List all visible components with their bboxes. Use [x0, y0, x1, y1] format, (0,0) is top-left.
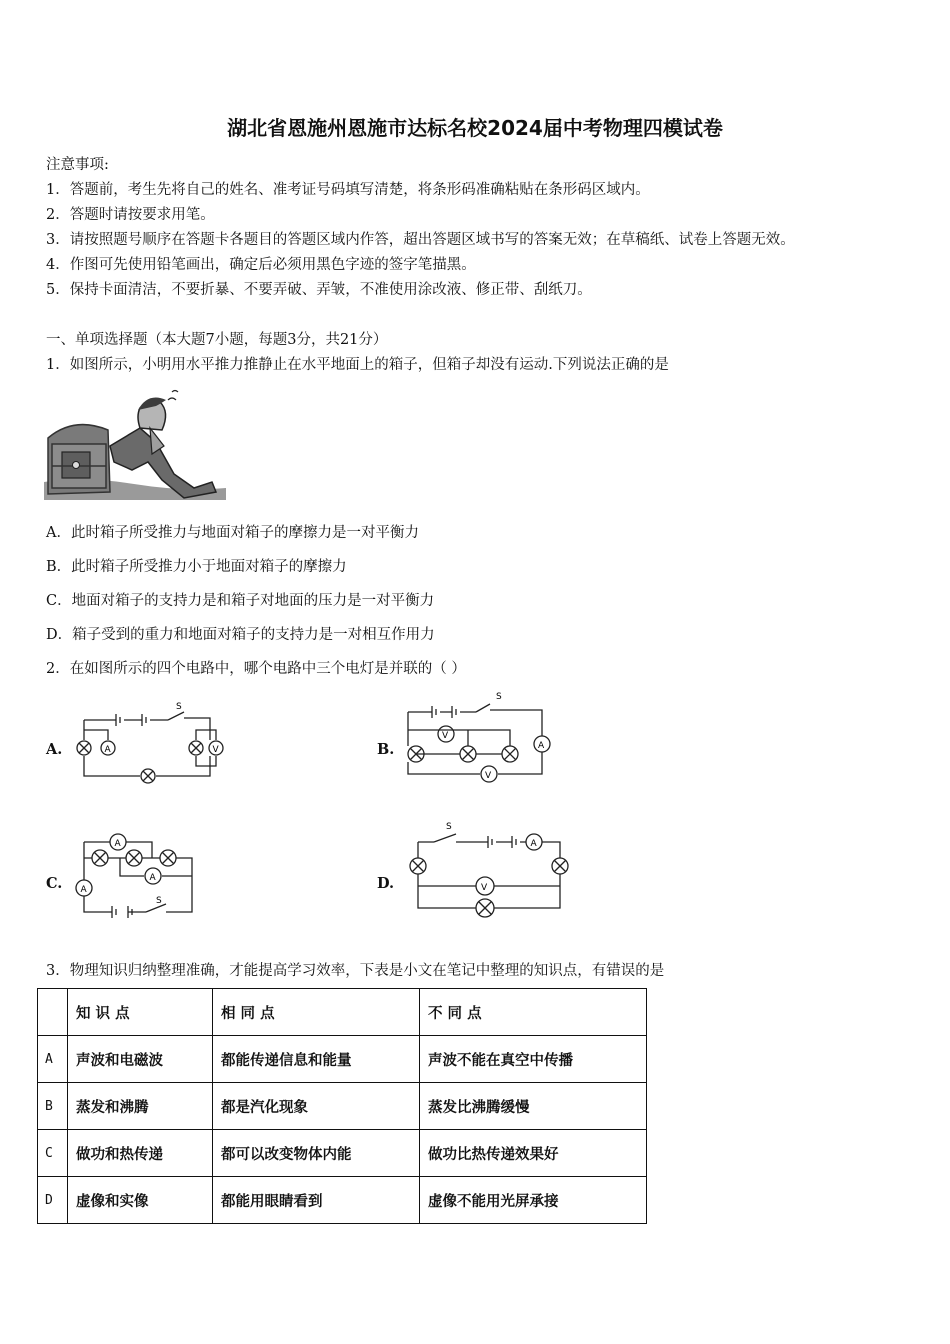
table-cell: 都能传递信息和能量: [213, 1036, 420, 1083]
table-row: [38, 1083, 647, 1130]
voltmeter-label: V: [481, 883, 488, 893]
table-header-cell: [38, 989, 68, 1036]
notice-heading: 注意事项:: [46, 157, 109, 173]
table-cell: 都能用眼睛看到: [213, 1177, 420, 1224]
section-heading: 一、单项选择题（本大题7小题，每题3分，共21分）: [46, 332, 388, 348]
ammeter-label: A: [80, 885, 87, 895]
table-cell: 虚像和实像: [68, 1177, 213, 1224]
q1-option-d: D．箱子受到的重力和地面对箱子的支持力是一对相互作用力: [46, 627, 435, 643]
table-cell: C: [38, 1130, 68, 1177]
ammeter-label: A: [149, 873, 156, 883]
table-row: [38, 1036, 647, 1083]
table-cell: 虚像不能用光屏承接: [420, 1177, 647, 1224]
circuit-b-diagram: [402, 688, 562, 786]
table-cell: B: [38, 1083, 68, 1130]
circuit-a-label: A.: [46, 741, 63, 758]
ammeter-label: A: [530, 839, 537, 849]
notice-item-4: 4．作图可先使用铅笔画出，确定后必须用黑色字迹的签字笔描黑。: [46, 257, 476, 273]
table-cell: 蒸发和沸腾: [68, 1083, 213, 1130]
voltmeter-label: V: [212, 745, 219, 755]
table-cell: 蒸发比沸腾缓慢: [420, 1083, 647, 1130]
circuit-d-label: D.: [377, 875, 395, 892]
voltmeter-label: V: [485, 771, 492, 781]
ammeter-label: A: [114, 839, 121, 849]
notice-item-5: 5．保持卡面清洁，不要折暴、不要弄破、弄皱，不准使用涂改液、修正带、刮纸刀。: [46, 282, 592, 298]
table-header-cell: 相 同 点: [213, 989, 420, 1036]
table-row: [38, 1130, 647, 1177]
circuit-c-diagram: [72, 828, 202, 918]
switch-label: S: [446, 822, 452, 832]
q1-option-a: A．此时箱子所受推力与地面对箱子的摩擦力是一对平衡力: [46, 525, 419, 541]
table-header-cell: 不 同 点: [420, 989, 647, 1036]
table-cell: A: [38, 1036, 68, 1083]
question-1-stem: 1．如图所示，小明用水平推力推静止在水平地面上的箱子，但箱子却没有运动.下列说法正确的是: [46, 357, 669, 373]
table-cell: 都是汽化现象: [213, 1083, 420, 1130]
table-cell: 声波不能在真空中传播: [420, 1036, 647, 1083]
table-cell: 做功比热传递效果好: [420, 1130, 647, 1177]
switch-label: S: [156, 896, 162, 906]
circuit-d-diagram: [402, 816, 578, 920]
question-2-stem: 2．在如图所示的四个电路中，哪个电路中三个电灯是并联的（ ）: [46, 661, 466, 677]
notice-item-2: 2．答题时请按要求用笔。: [46, 207, 215, 223]
switch-label: S: [176, 702, 182, 712]
q1-option-c: C．地面对箱子的支持力是和箱子对地面的压力是一对平衡力: [46, 593, 435, 609]
switch-label: S: [496, 692, 502, 702]
table-cell: 都可以改变物体内能: [213, 1130, 420, 1177]
boy-pushing-box-illustration: [44, 388, 226, 500]
table-header-cell: 知 识 点: [68, 989, 213, 1036]
circuit-b-label: B.: [377, 741, 395, 758]
table-cell: 做功和热传递: [68, 1130, 213, 1177]
notice-item-3: 3．请按照题号顺序在答题卡各题目的答题区域内作答，超出答题区域书写的答案无效；在草稿纸、试卷上答题无效。: [46, 232, 795, 248]
ammeter-label: A: [104, 745, 111, 755]
question-3-stem: 3．物理知识归纳整理准确，才能提高学习效率，下表是小文在笔记中整理的知识点，有错误的是: [46, 963, 665, 979]
notice-item-1: 1．答题前，考生先将自己的姓名、准考证号码填写清楚，将条形码准确粘贴在条形码区域内。: [46, 182, 650, 198]
voltmeter-label: V: [442, 731, 449, 741]
knowledge-table: [37, 988, 647, 1224]
table-cell: 声波和电磁波: [68, 1036, 213, 1083]
circuit-c-label: C.: [46, 875, 63, 892]
circuit-a-diagram: [72, 700, 232, 784]
ammeter-label: A: [538, 741, 545, 751]
table-cell: D: [38, 1177, 68, 1224]
page-title: 湖北省恩施州恩施市达标名校2024届中考物理四模试卷: [227, 116, 723, 140]
table-row: [38, 1177, 647, 1224]
table-header-row: [38, 989, 647, 1036]
q1-option-b: B．此时箱子所受推力小于地面对箱子的摩擦力: [46, 559, 347, 575]
